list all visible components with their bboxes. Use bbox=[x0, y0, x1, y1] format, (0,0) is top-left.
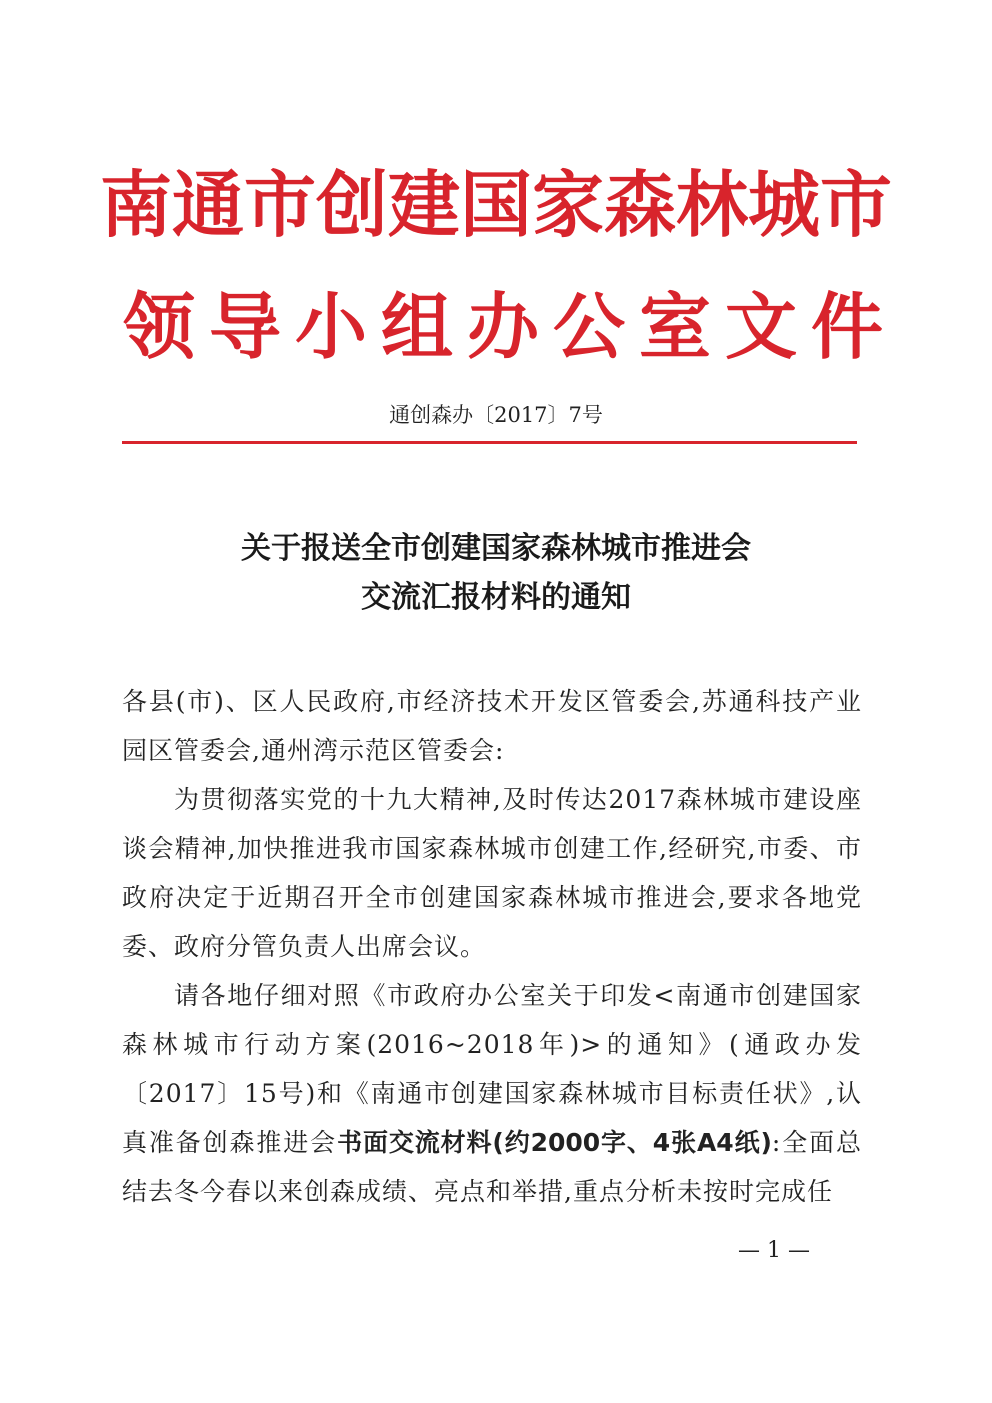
notice-subject-line-1: 关于报送全市创建国家森林城市推进会 bbox=[241, 531, 751, 566]
red-divider-line bbox=[122, 441, 857, 444]
document-header-title-line-1: 南通市创建国家森林城市 bbox=[99, 163, 892, 247]
addressee-paragraph: 各县(市)、区人民政府,市经济技术开发区管委会,苏通科技产业园区管委会,通州湾示范区管委会: bbox=[122, 687, 862, 765]
body-paragraph-2-bold-requirement: 书面交流材料(约2000字、4张A4纸) bbox=[337, 1128, 772, 1157]
body-paragraph-2-text-a: 请各地仔细对照《市政府办公室关于印发<南通市创建国家森林城市行动方案(2016~2018年)>的通知》(通政办发〔2017〕15号)和《南通市创建国家森林城市目标责任状》,认真准备创森推进会 bbox=[122, 981, 862, 1157]
body-paragraph-2-text-b: :全面总结去冬今春以来创森成绩、亮点和举措,重点分析未按时完成任 bbox=[122, 1128, 862, 1206]
document-header-title-line-2: 领导小组办公室文件 bbox=[122, 285, 897, 369]
notice-subject-line-2: 交流汇报材料的通知 bbox=[361, 580, 631, 615]
page-number: — 1 — bbox=[738, 1238, 810, 1263]
body-paragraph-1: 为贯彻落实党的十九大精神,及时传达2017森林城市建设座谈会精神,加快推进我市国家森林城市创建工作,经研究,市委、市政府决定于近期召开全市创建国家森林城市推进会,要求各地党委、政府分管负责人出席会议。 bbox=[122, 785, 862, 961]
document-number: 通创森办〔2017〕7号 bbox=[389, 403, 603, 427]
body-paragraph-2 bbox=[122, 971, 862, 1216]
